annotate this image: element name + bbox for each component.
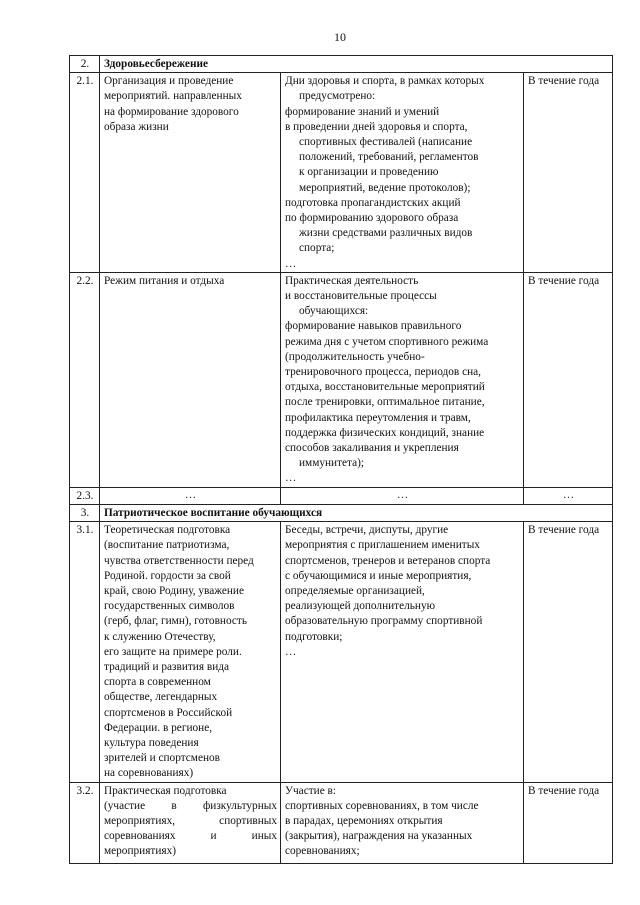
section-title: Здоровьесбережение [100, 56, 613, 73]
event-activities: Практическая деятельность и восстановительные процессы обучающихся: формирование навыков правильного режима дня с учетом спортивного режима (продолжительность учебно- тренировочного процесса, периодов сна, отдыха, восстановительные мероприятий после тренировки, оптимальное питание, профилактика переутомления и травм, поддержка физических кондиций, знание способов закаливания и укрепления иммунитета); … [281, 272, 524, 487]
row-number: 3.2. [70, 782, 100, 863]
event-term: В течение года [524, 782, 613, 863]
page-number: 10 [334, 30, 346, 44]
table-row [70, 522, 613, 782]
event-activities: Участие в: спортивных соревнованиях, в том числе в парадах, церемониях открытия (закрытия), награждения на указанных соревнованиях; [281, 782, 524, 863]
table-row [70, 487, 613, 504]
row-number: 2.2. [70, 272, 100, 487]
table-row [70, 73, 613, 273]
row-number: 2. [70, 56, 100, 73]
ellipsis-cell: … [100, 487, 281, 504]
event-name: Практическая подготовка (участие в физкультурных мероприятиях, спортивных соревнованиях и иных мероприятиях) [100, 782, 281, 863]
row-number: 2.1. [70, 73, 100, 273]
event-activities: Беседы, встречи, диспуты, другие мероприятия с приглашением именитых спортсменов, тренеров и ветеранов спорта с обучающимися и иные мероприятия, определяемые организацией, реализующей дополнительную образовательную программу спортивной подготовки; … [281, 522, 524, 782]
section-row [70, 504, 613, 521]
table-row [70, 272, 613, 487]
table-row [70, 782, 613, 863]
plan-table [69, 55, 613, 864]
row-number: 3. [70, 504, 100, 521]
event-term: В течение года [524, 73, 613, 273]
row-number: 2.3. [70, 487, 100, 504]
row-number: 3.1. [70, 522, 100, 782]
event-name: Организация и проведение мероприятий. направленных на формирование здорового образа жизни [100, 73, 281, 273]
event-term: В течение года [524, 522, 613, 782]
event-name: Режим питания и отдыха [100, 272, 281, 487]
section-row [70, 56, 613, 73]
event-term: В течение года [524, 272, 613, 487]
event-activities: Дни здоровья и спорта, в рамках которых предусмотрено: формирование знаний и умений в проведении дней здоровья и спорта, спортивных фестивалей (написание положений, требований, регламентов к организации и проведению мероприятий, ведение протоколов); подготовка пропагандистских акций по формированию здорового образа жизни средствами различных видов спорта; … [281, 73, 524, 273]
ellipsis-cell: … [524, 487, 613, 504]
section-title: Патриотическое воспитание обучающихся [100, 504, 613, 521]
ellipsis-cell: … [281, 487, 524, 504]
event-name: Теоретическая подготовка (воспитание патриотизма, чувства ответственности перед Родиной. гордости за свой край, свою Родину, уважение государственных символов (герб, флаг, гимн), готовность к служению Отечеству, его защите на примере роли. традиций и развития вида спорта в современном обществе, легендарных спортсменов в Российской Федерации. в регионе, культура поведения зрителей и спортсменов на соревнованиях) [100, 522, 281, 782]
